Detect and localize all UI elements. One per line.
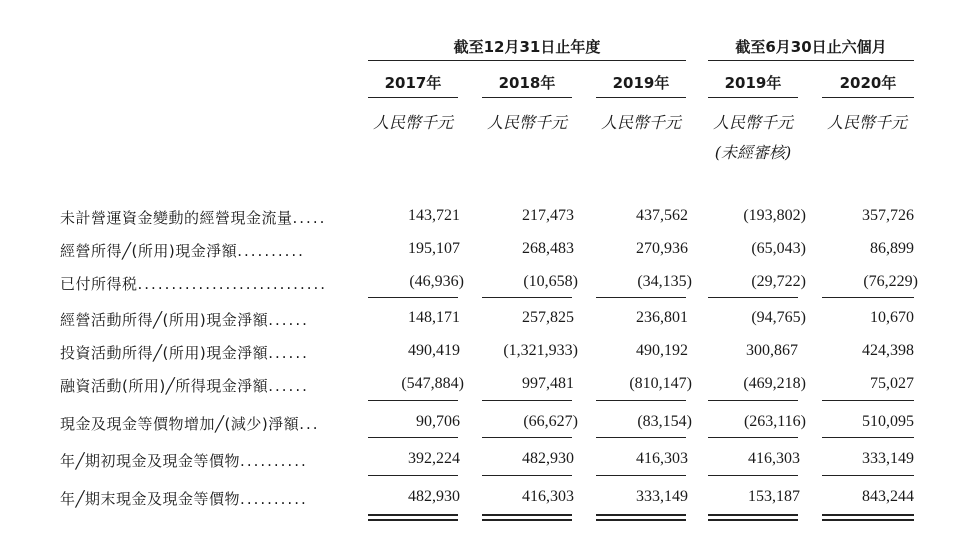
total-double-rule-col5-top xyxy=(822,514,914,516)
year-rule-col4 xyxy=(708,97,798,98)
cell-r7-c5: 333,149 xyxy=(862,450,914,467)
cell-r4-c3: 490,192 xyxy=(636,342,688,359)
cell-r7-c2: 482,930 xyxy=(522,450,574,467)
closing-rule-col5 xyxy=(822,475,914,476)
cell-r3-c1: 148,171 xyxy=(408,309,460,326)
cell-r8-c1: 482,930 xyxy=(408,488,460,505)
year-rule-col2 xyxy=(482,97,572,98)
year-header-col4: 2019年 xyxy=(724,74,782,92)
row-label-operating-before-wc: 未計營運資金變動的經營現金流量..... xyxy=(60,209,327,227)
unit-col4: 人民幣千元 xyxy=(712,113,793,132)
cell-r1-c5: 86,899 xyxy=(870,240,914,257)
cell-r4-c1: 490,419 xyxy=(408,342,460,359)
cell-r7-c3: 416,303 xyxy=(636,450,688,467)
year-rule-col1 xyxy=(368,97,458,98)
header-annual-group: 截至12月31日止年度 xyxy=(453,38,601,56)
subtotal-rule-col5 xyxy=(822,297,914,298)
cell-r3-c2: 257,825 xyxy=(522,309,574,326)
total-double-rule-col1-bottom xyxy=(368,519,458,521)
row-label-investing-activities: 投資活動所得╱(所用)現金淨額...... xyxy=(60,344,309,362)
unit-col5: 人民幣千元 xyxy=(826,113,907,132)
cell-r3-c3: 236,801 xyxy=(636,309,688,326)
subtotal-rule-col1 xyxy=(368,297,458,298)
annual-group-rule xyxy=(368,60,686,61)
closing-rule-col3 xyxy=(596,475,686,476)
closing-rule-col1 xyxy=(368,475,458,476)
row-label-operating-activities: 經營活動所得╱(所用)現金淨額...... xyxy=(60,311,309,329)
opening-rule-col1 xyxy=(368,437,458,438)
cell-r7-c4: 416,303 xyxy=(748,450,800,467)
cell-r5-c4: (469,218) xyxy=(743,375,806,392)
net-change-rule-col2 xyxy=(482,400,572,401)
cell-r6-c5: 510,095 xyxy=(862,413,914,430)
net-change-rule-col5 xyxy=(822,400,914,401)
row-label-financing-activities: 融資活動(所用)╱所得現金淨額...... xyxy=(60,377,309,395)
year-header-col5: 2020年 xyxy=(839,74,897,92)
cell-r6-c2: (66,627) xyxy=(523,413,578,430)
cell-r5-c2: 997,481 xyxy=(522,375,574,392)
row-label-net-change: 現金及現金等價物增加╱(減少)淨額... xyxy=(60,415,320,433)
total-double-rule-col3-bottom xyxy=(596,519,686,521)
total-double-rule-col5-bottom xyxy=(822,519,914,521)
cell-r7-c1: 392,224 xyxy=(408,450,460,467)
row-label-closing-cash: 年╱期末現金及現金等價物.......... xyxy=(60,490,308,508)
opening-rule-col3 xyxy=(596,437,686,438)
cell-r4-c2: (1,321,933) xyxy=(503,342,578,359)
unit-col1: 人民幣千元 xyxy=(372,113,453,132)
year-rule-col5 xyxy=(822,97,914,98)
unit-col2: 人民幣千元 xyxy=(486,113,567,132)
row-label-opening-cash: 年╱期初現金及現金等價物.......... xyxy=(60,452,308,470)
cell-r2-c4: (29,722) xyxy=(751,273,806,290)
total-double-rule-col4-bottom xyxy=(708,519,798,521)
cell-r2-c3: (34,135) xyxy=(637,273,692,290)
header-halfyear-group: 截至6月30日止六個月 xyxy=(735,38,887,56)
cell-r6-c4: (263,116) xyxy=(743,413,806,430)
subtotal-rule-col4 xyxy=(708,297,798,298)
cell-r4-c5: 424,398 xyxy=(862,342,914,359)
cell-r4-c4: 300,867 xyxy=(746,342,798,359)
cell-r0-c5: 357,726 xyxy=(862,207,914,224)
unaudited-note: (未經審核) xyxy=(714,143,792,162)
year-header-col1: 2017年 xyxy=(384,74,442,92)
total-double-rule-col2-bottom xyxy=(482,519,572,521)
cell-r1-c1: 195,107 xyxy=(408,240,460,257)
net-change-rule-col4 xyxy=(708,400,798,401)
cell-r5-c5: 75,027 xyxy=(870,375,914,392)
subtotal-rule-col3 xyxy=(596,297,686,298)
total-double-rule-col4-top xyxy=(708,514,798,516)
cell-r5-c1: (547,884) xyxy=(401,375,464,392)
row-label-tax-paid: 已付所得税............................ xyxy=(60,275,328,293)
cell-r8-c2: 416,303 xyxy=(522,488,574,505)
cell-r1-c4: (65,043) xyxy=(751,240,806,257)
closing-rule-col2 xyxy=(482,475,572,476)
cell-r3-c5: 10,670 xyxy=(870,309,914,326)
closing-rule-col4 xyxy=(708,475,798,476)
unit-col3: 人民幣千元 xyxy=(600,113,681,132)
cell-r0-c1: 143,721 xyxy=(408,207,460,224)
cell-r5-c3: (810,147) xyxy=(629,375,692,392)
cell-r2-c5: (76,229) xyxy=(863,273,918,290)
total-double-rule-col3-top xyxy=(596,514,686,516)
row-label-operations-net: 經營所得╱(所用)現金淨額.......... xyxy=(60,242,305,260)
cell-r0-c3: 437,562 xyxy=(636,207,688,224)
total-double-rule-col1-top xyxy=(368,514,458,516)
cell-r8-c4: 153,187 xyxy=(748,488,800,505)
year-header-col2: 2018年 xyxy=(498,74,556,92)
cell-r8-c3: 333,149 xyxy=(636,488,688,505)
cell-r8-c5: 843,244 xyxy=(862,488,914,505)
net-change-rule-col3 xyxy=(596,400,686,401)
net-change-rule-col1 xyxy=(368,400,458,401)
halfyear-group-rule xyxy=(708,60,914,61)
cell-r2-c1: (46,936) xyxy=(409,273,464,290)
cell-r2-c2: (10,658) xyxy=(523,273,578,290)
cell-r1-c3: 270,936 xyxy=(636,240,688,257)
cell-r3-c4: (94,765) xyxy=(751,309,806,326)
year-rule-col3 xyxy=(596,97,686,98)
subtotal-rule-col2 xyxy=(482,297,572,298)
cell-r6-c3: (83,154) xyxy=(637,413,692,430)
opening-rule-col5 xyxy=(822,437,914,438)
opening-rule-col2 xyxy=(482,437,572,438)
cell-r0-c4: (193,802) xyxy=(743,207,806,224)
cell-r1-c2: 268,483 xyxy=(522,240,574,257)
year-header-col3: 2019年 xyxy=(612,74,670,92)
cell-r0-c2: 217,473 xyxy=(522,207,574,224)
total-double-rule-col2-top xyxy=(482,514,572,516)
opening-rule-col4 xyxy=(708,437,798,438)
cell-r6-c1: 90,706 xyxy=(416,413,460,430)
